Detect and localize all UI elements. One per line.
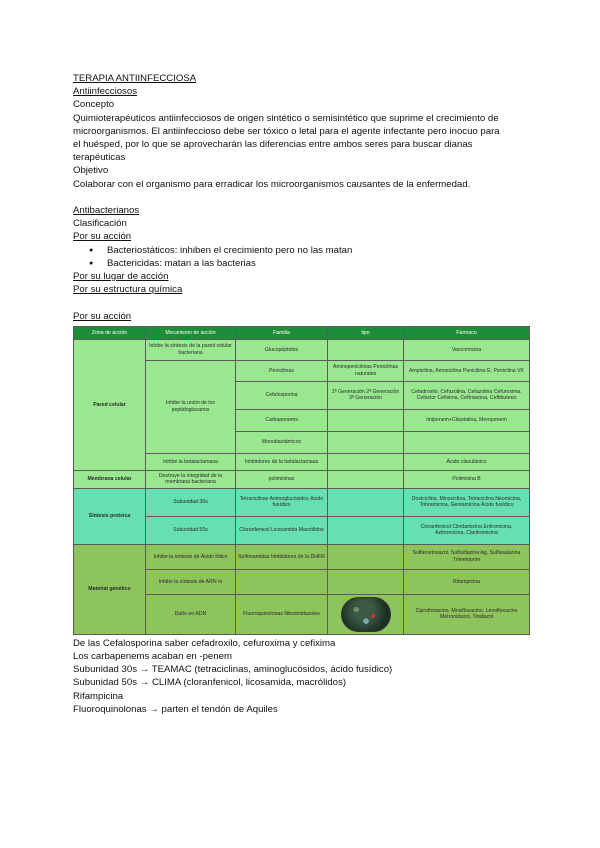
clasificacion-label: Clasificación — [73, 218, 127, 230]
mechanism-cell: Inhibe la síntesis de la pared celular bacteriana — [146, 339, 236, 360]
family-cell: Tetraciclinas Aminoglucósidos Ácido fusídico — [236, 488, 328, 516]
concepto-line: el huésped, por lo que se aprovecharán las diferencias entre ambos seres para buscar dianas — [73, 139, 473, 151]
objetivo-text: Colaborar con el organismo para erradicar los microorganismos causantes de la enfermedad. — [73, 178, 471, 190]
note-line: Fluoroquinolonas → parten el tendón de Aquiles — [73, 703, 278, 715]
family-cell: Inhibidores de la betalactamasa — [236, 453, 328, 470]
family-cell: Fluoroquinolonas Nitroimidazoles — [236, 594, 328, 634]
header-tipo: tipo — [328, 326, 404, 339]
mechanism-cell: Inhibe la betalactamasa — [146, 453, 236, 470]
list-item: ● Bacteriostáticos: inhiben el crecimiento pero no las matan — [89, 244, 533, 257]
drug-cell: Doxiciclina, Minociclina, Tetraciclina Neomicina, Tobramicina, Gentamicina Ácido fusídico — [404, 488, 530, 516]
family-cell: Carbapenems — [236, 409, 328, 431]
table-header-row — [74, 326, 530, 339]
family-cell: Glucopéptidos — [236, 339, 328, 360]
mechanism-cell: Daño en ADN — [146, 594, 236, 634]
zone-cell: Pared celular — [74, 339, 146, 470]
accion-list — [73, 244, 533, 270]
drug-cell — [404, 431, 530, 453]
mechanism-cell: Destruye la integridad de la membrana bacteriana — [146, 470, 236, 488]
drug-cell: Vancomicina — [404, 339, 530, 360]
type-cell — [328, 544, 404, 569]
document-page — [73, 72, 533, 716]
concepto-line: terapéuticas — [73, 152, 126, 164]
drug-cell: Ciprofloxacino, Moxifloxacino, Levofloxacino Metronidazol, Tinidazol — [404, 594, 530, 634]
type-cell: 1ª Generación 2ª Generación 3ª Generación — [328, 381, 404, 409]
drug-cell: Imipenem+Cilastatina, Meropenem — [404, 409, 530, 431]
zone-cell: Membrana celular — [74, 470, 146, 488]
type-cell — [328, 516, 404, 544]
spacer — [73, 296, 533, 309]
drug-cell: Cloranfenicol Clindamicina Eritromicina, Azitromicina, Claritromicina — [404, 516, 530, 544]
table-row — [74, 470, 530, 488]
section-heading-antibacterianos: Antibacterianos — [73, 205, 140, 217]
table-row — [74, 488, 530, 516]
header-zona: Zona de acción — [74, 326, 146, 339]
list-item: ● Bactericidas: matan a las bacterias — [89, 257, 533, 270]
type-cell — [328, 470, 404, 488]
spacer — [73, 191, 533, 204]
type-cell — [328, 569, 404, 594]
mechanism-cell: Inhibe la síntesis de ARN m — [146, 569, 236, 594]
concepto-label: Concepto — [73, 99, 115, 111]
table-row — [74, 544, 530, 569]
note-line: De las Cefalosporina saber cefadroxilo, cefuroxima y cefixima — [73, 637, 336, 649]
drug-cell: Ácido clavulánico — [404, 453, 530, 470]
antibiotics-table — [73, 326, 530, 635]
document-title: TERAPIA ANTIINFECCIOSA — [73, 73, 197, 84]
header-mecanismo: Mecanismo de acción — [146, 326, 236, 339]
type-cell — [328, 594, 404, 634]
family-cell: Sulfonamidas Inhibidores de la DHFR — [236, 544, 328, 569]
mechanism-cell: Subunidad 30s — [146, 488, 236, 516]
drug-cell: Polimixina B — [404, 470, 530, 488]
por-su-lugar-heading: Por su lugar de acción — [73, 271, 169, 283]
drug-cell: Cefadroxilo, Cefazolina, Cefazolina Cefuroxima, Cefaclor Cefixima, Ceftriaxona, Ceftibuteno — [404, 381, 530, 409]
zone-cell: Síntesis proteica — [74, 488, 146, 544]
mechanism-cell: Subunidad 50s — [146, 516, 236, 544]
type-cell — [328, 431, 404, 453]
family-cell — [236, 569, 328, 594]
concepto-line: microorganismos. El antiinfeccioso debe ser tóxico o letal para el agente infectante pero inocuo para — [73, 125, 500, 137]
zone-cell: Material genético — [74, 544, 146, 634]
family-cell: Cloranfenicol Licosamida Macrólidos — [236, 516, 328, 544]
antibiotics-table-wrapper — [73, 326, 533, 635]
por-su-accion-heading: Por su acción — [73, 231, 132, 243]
drug-cell: Sulfametoxazol, Sulfadiazina Ag, Sulfasalazina Trimetoprim — [404, 544, 530, 569]
note-line: Rifampicina — [73, 690, 124, 702]
table-row — [74, 339, 530, 360]
drug-cell: Rifampicina — [404, 569, 530, 594]
type-cell — [328, 488, 404, 516]
note-line: Los carbapenems acaban en -penem — [73, 651, 232, 663]
family-cell: Cefalosporina — [236, 381, 328, 409]
notes — [73, 637, 533, 716]
type-cell: Aminopenicilinas Penicilinas naturales — [328, 360, 404, 381]
type-cell — [328, 409, 404, 431]
pills-photo — [341, 597, 391, 632]
note-line: Subunidad 50s → CLIMA (cloranfenicol, licosamida, macrólidos) — [73, 677, 347, 689]
header-familia: Familia — [236, 326, 328, 339]
concepto-line: Quimioterapéuticos antiinfecciosos de origen sintético o semisintético que suprime el crecimiento de — [73, 112, 499, 124]
mechanism-cell: Inhibe la síntesis de Ácido fólico — [146, 544, 236, 569]
note-line: Subunidad 30s → TEAMAC (tetraciclinas, aminoglucósidos, ácido fusídico) — [73, 664, 393, 676]
type-cell — [328, 453, 404, 470]
drug-cell: Ampicilina, Amoxicilina Penicilina G, Penicilina VK — [404, 360, 530, 381]
mechanism-cell: Inhibe la unión de los peptidoglucanos — [146, 360, 236, 453]
family-cell: polimixinas — [236, 470, 328, 488]
family-cell: Monobactámicos — [236, 431, 328, 453]
family-cell: Penicilinas — [236, 360, 328, 381]
objetivo-label: Objetivo — [73, 165, 109, 177]
por-su-accion-table-heading: Por su acción — [73, 310, 132, 322]
por-su-estructura-heading: Por su estructura química — [73, 284, 183, 296]
type-cell — [328, 339, 404, 360]
header-farmaco: Fármaco — [404, 326, 530, 339]
section-heading-antiinfecciosos: Antiinfecciosos — [73, 86, 137, 98]
